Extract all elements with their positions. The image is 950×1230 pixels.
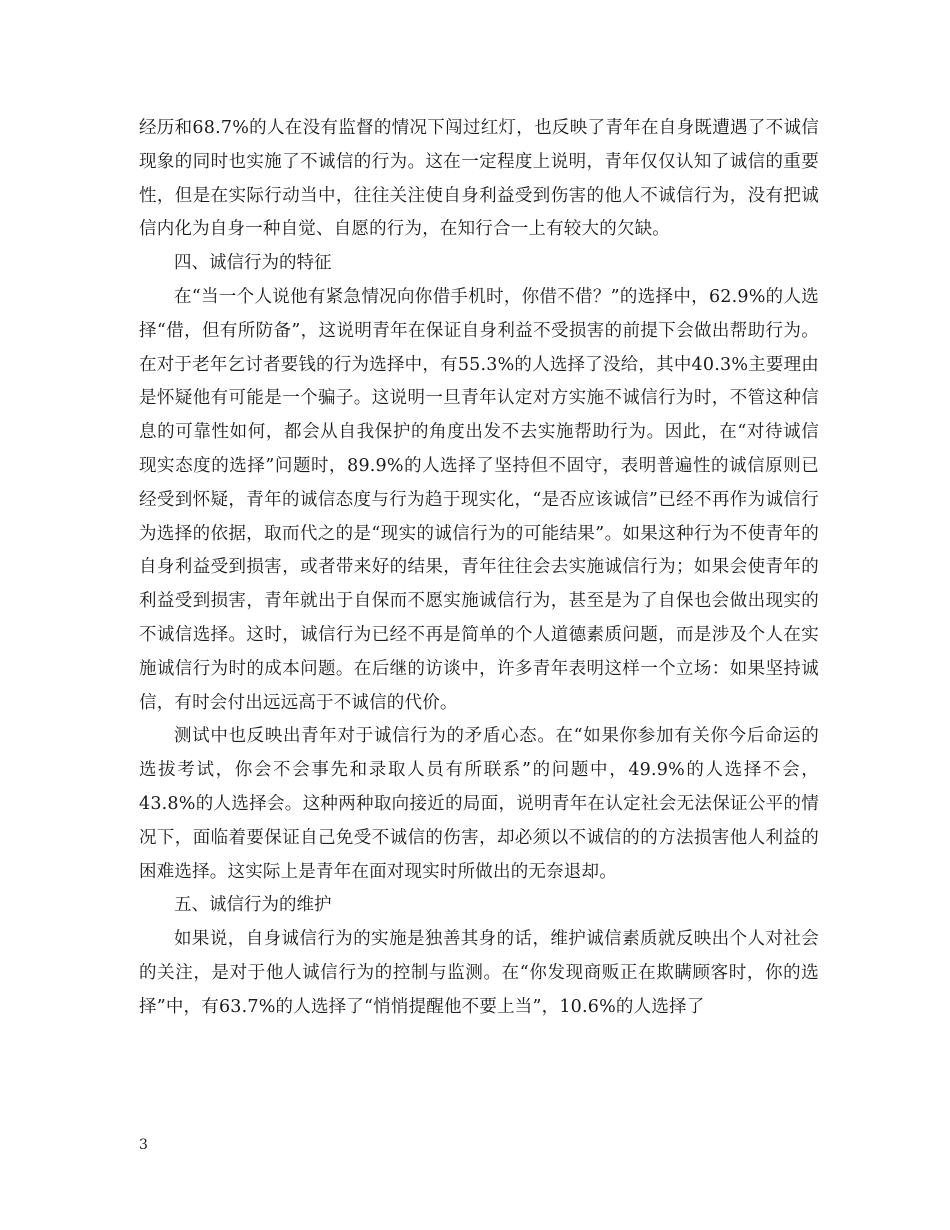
paragraph-maintenance: 如果说，自身诚信行为的实施是独善其身的话，维护诚信素质就反映出个人对社会的关注，是对于他人诚信行为的控制与监测。在“你发现商贩正在欺瞒顾客时，你的选择”中，有63.7%的人选择了“悄悄提醒他不要上当”，10.6%的人选择了: [139, 929, 819, 1017]
document-page: [139, 112, 819, 1025]
section-heading-4: 四、诚信行为的特征: [174, 253, 332, 274]
paragraph-contradictory-mindset: 测试中也反映出青年对于诚信行为的矛盾心态。在“如果你参加有关你今后命运的选拔考试，你会不会事先和录取人员有所联系”的问题中，49.9%的人选择不会，43.8%的人选择会。这种两种取向接近的局面，说明青年在认定社会无法保证公平的情况下，面临着要保证自己免受不诚信的伤害，却必须以不诚信的的方法损害他人利益的困难选择。这实际上是青年在面对现实时所做出的无奈退却。: [139, 726, 819, 882]
paragraph-behavior-features: 在“当一个人说他有紧急情况向你借手机时，你借不借？”的选择中，62.9%的人选择“借，但有所防备”，这说明青年在保证自身利益不受损害的前提下会做出帮助行为。在对于老年乞讨者要钱的行为选择中，有55.3%的人选择了没给，其中40.3%主要理由是怀疑他有可能是一个骗子。这说明一旦青年认定对方实施不诚信行为时，不管这种信息的可靠性如何，都会从自我保护的角度出发不去实施帮助行为。因此，在“对待诚信现实态度的选择”问题时，89.9%的人选择了坚持但不固守，表明普遍性的诚信原则已经受到怀疑，青年的诚信态度与行为趋于现实化，“是否应该诚信”已经不再作为诚信行为选择的依据，取而代之的是“现实的诚信行为的可能结果”。如果这种行为不使青年的自身利益受到损害，或者带来好的结果，青年往往会去实施诚信行为；如果会使青年的利益受到损害，青年就出于自保而不愿实施诚信行为，甚至是为了自保也会做出现实的不诚信选择。这时，诚信行为已经不再是简单的个人道德素质问题，而是涉及个人在实施诚信行为时的成本问题。在后继的访谈中，许多青年表明这样一个立场：如果坚持诚信，有时会付出远远高于不诚信的代价。: [139, 286, 819, 713]
page-number: 3: [139, 1137, 148, 1153]
paragraph-continuation: 经历和68.7%的人在没有监督的情况下闯过红灯，也反映了青年在自身既遭遇了不诚信现象的同时也实施了不诚信的行为。这在一定程度上说明，青年仅仅认知了诚信的重要性，但是在实际行动当中，往往关注使自身利益受到伤害的他人不诚信行为，没有把诚信内化为自身一种自觉、自愿的行为，在知行合一上有较大的欠缺。: [139, 118, 819, 240]
section-heading-5: 五、诚信行为的维护: [174, 895, 332, 916]
